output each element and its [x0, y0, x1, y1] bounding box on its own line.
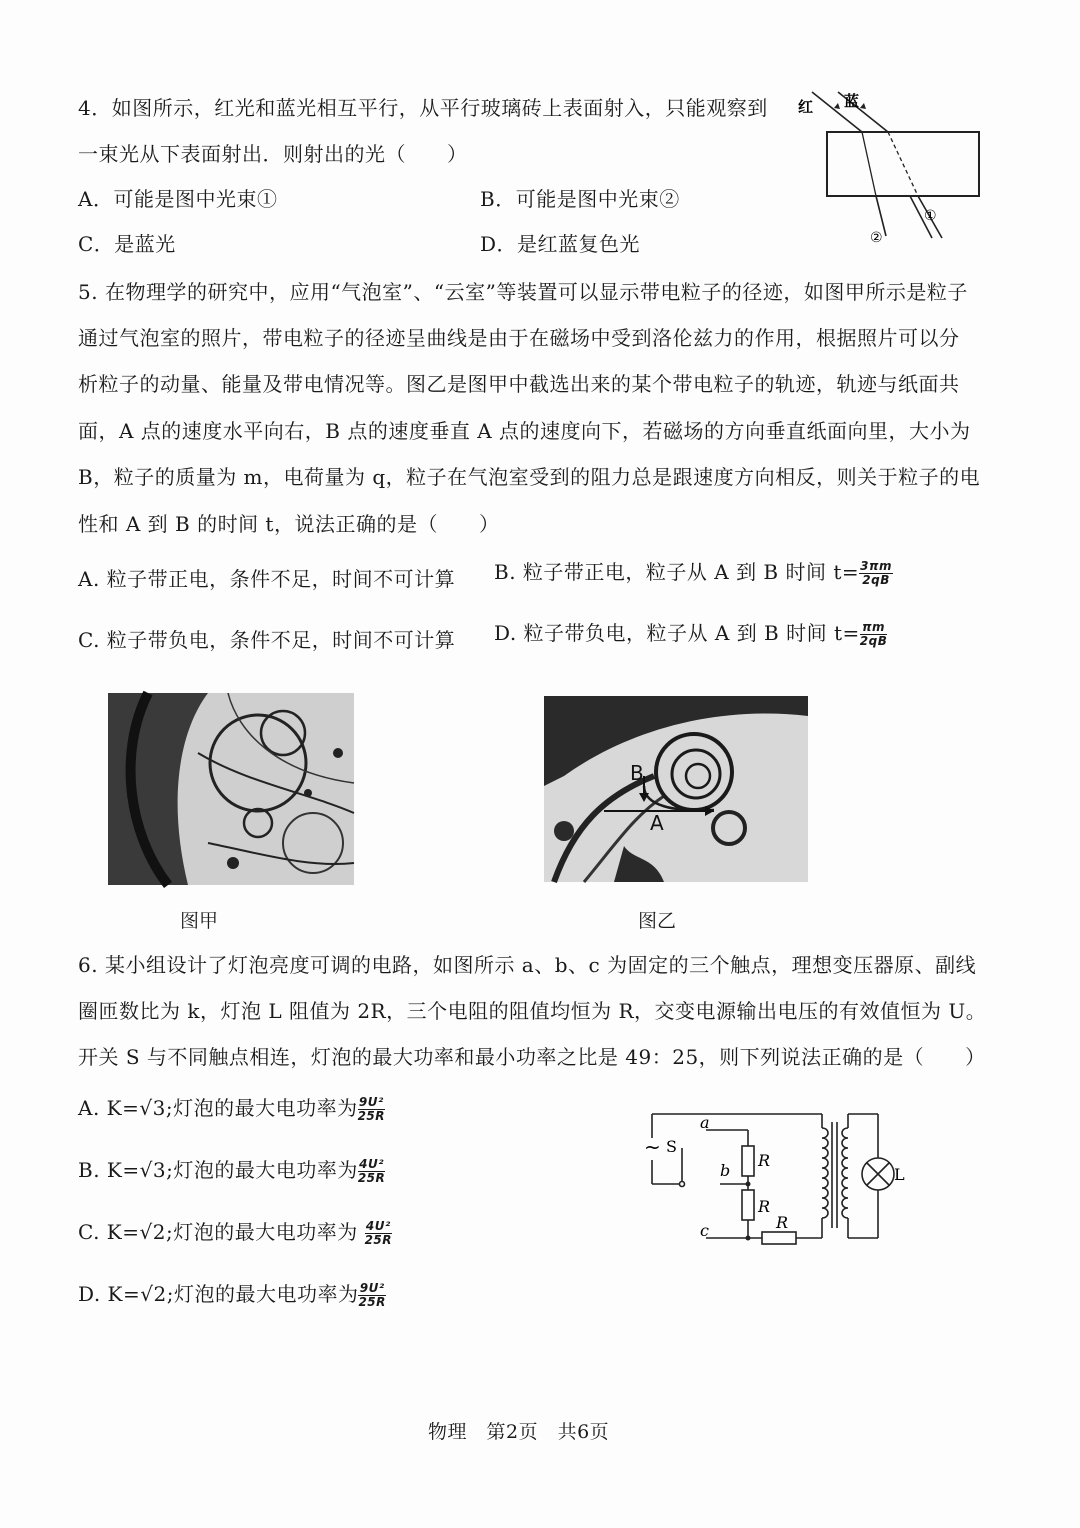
q5-option-b-text: B. 粒子带正电，粒子从 A 到 B 时间 t= — [494, 560, 860, 584]
q5-option-a: A. 粒子带正电，条件不足，时间不可计算 — [78, 567, 456, 591]
q5-fig-b-label-a: A — [650, 811, 664, 835]
q6-stem-line2: 圈匝数比为 k，灯泡 L 阻值为 2R，三个电阻的阻值均恒为 R，交变电源输出电压的有效值恒为 U。 — [78, 999, 987, 1023]
q4-glass-brick-figure — [790, 88, 990, 258]
q6-option-b-denominator: 25R — [357, 1171, 386, 1185]
q6-option-d — [78, 1282, 386, 1309]
q4-option-b: B．可能是图中光束② — [480, 187, 680, 211]
q6-circuit-resistor-3-label: R — [776, 1213, 789, 1232]
q5-option-d — [494, 621, 887, 648]
q6-circuit-lamp-label: L — [894, 1165, 905, 1184]
q5-fig-b-label-b: B — [630, 761, 644, 785]
q6-option-b-numerator: 4U² — [359, 1157, 384, 1171]
q6-option-c-numerator: 4U² — [365, 1219, 391, 1233]
q4-fig-beam2-label: ② — [870, 230, 883, 246]
q6-circuit-resistor-1-label: R — [758, 1151, 771, 1170]
q5-option-c: C. 粒子带负电，条件不足，时间不可计算 — [78, 628, 456, 652]
q6-circuit-contact-c: c — [700, 1221, 709, 1240]
q5-stem-line2: 通过气泡室的照片，带电粒子的径迹呈曲线是由于在磁场中受到洛伦兹力的作用，根据照片可以分 — [78, 326, 960, 350]
q6-option-d-denominator: 25R — [358, 1295, 386, 1309]
q5-stem-line4: 面，A 点的速度水平向右，B 点的速度垂直 A 点的速度向下，若磁场的方向垂直纸面向里，大小为 — [78, 419, 971, 443]
q4-fig-beam1-label: ① — [924, 208, 937, 224]
q5-figure-a-caption: 图甲 — [180, 910, 219, 932]
q6-option-c — [78, 1220, 392, 1247]
q5-option-d-text: D. 粒子带负电，粒子从 A 到 B 时间 t= — [494, 621, 860, 645]
q6-option-a-numerator: 9U² — [358, 1095, 384, 1109]
q5-stem-line3: 析粒子的动量、能量及带电情况等。图乙是图甲中截选出来的某个带电粒子的轨迹，轨迹与纸面共 — [78, 372, 960, 396]
q6-option-c-denominator: 25R — [364, 1233, 393, 1247]
q5-option-b-fraction — [859, 560, 893, 587]
q6-option-c-text: C. K=√2;灯泡的最大电功率为 — [78, 1220, 365, 1244]
q5-option-b-denominator: 2qB — [862, 573, 890, 587]
q6-circuit-diagram — [636, 1108, 916, 1248]
q4-fig-blue-label: 蓝 — [844, 92, 860, 110]
q6-stem-line3: 开关 S 与不同触点相连，灯泡的最大功率和最小功率之比是 49：25，则下列说法正确的是（ ） — [78, 1045, 986, 1069]
q6-option-d-text: D. K=√2;灯泡的最大电功率为 — [78, 1282, 359, 1306]
q6-option-a-text: A. K=√3;灯泡的最大电功率为 — [78, 1096, 358, 1120]
q6-option-d-fraction — [358, 1282, 385, 1309]
q5-bubble-chamber-photo — [108, 693, 354, 885]
q5-option-b — [494, 560, 893, 587]
q5-stem-line6: 性和 A 到 B 的时间 t，说法正确的是（ ） — [78, 512, 500, 536]
q4-option-c: C．是蓝光 — [78, 232, 176, 256]
q4-fig-red-label: 红 — [798, 98, 814, 116]
q6-stem-line1: 6. 某小组设计了灯泡亮度可调的电路，如图所示 a、b、c 为固定的三个触点，理想变压器原、副线 — [78, 953, 977, 977]
q5-option-d-numerator: πm — [860, 621, 888, 635]
q6-circuit-switch-label: S — [666, 1137, 677, 1156]
q6-circuit-source: ~ — [644, 1135, 661, 1159]
q6-option-a-denominator: 25R — [357, 1109, 386, 1123]
q4-stem-line1: 4．如图所示，红光和蓝光相互平行，从平行玻璃砖上表面射入，只能观察到 — [78, 96, 768, 120]
q6-option-b — [78, 1158, 385, 1185]
q6-option-d-numerator: 9U² — [359, 1281, 385, 1295]
q4-stem-line2: 一束光从下表面射出．则射出的光（ ） — [78, 142, 468, 166]
q5-option-d-denominator: 2qB — [859, 634, 888, 648]
q6-circuit-resistor-2-label: R — [758, 1197, 771, 1216]
q6-option-c-fraction — [365, 1220, 392, 1247]
q6-circuit-contact-a: a — [700, 1113, 710, 1132]
q5-stem-line1: 5. 在物理学的研究中，应用“气泡室”、“云室”等装置可以显示带电粒子的径迹，如图甲所示是粒子 — [78, 280, 968, 304]
q5-option-b-numerator: 3πm — [860, 559, 892, 573]
q6-option-a — [78, 1096, 385, 1123]
q5-figure-b-caption: 图乙 — [638, 910, 677, 932]
q4-option-d: D．是红蓝复色光 — [480, 232, 641, 256]
q5-particle-track-photo — [544, 696, 808, 882]
page-footer: 物理 第2页 共6页 — [428, 1421, 610, 1443]
q5-stem-line5: B，粒子的质量为 m，电荷量为 q，粒子在气泡室受到的阻力总是跟速度方向相反，则关于粒子的电 — [78, 465, 981, 489]
q6-circuit-contact-b: b — [720, 1161, 731, 1180]
q6-option-b-fraction — [358, 1158, 385, 1185]
q6-option-a-fraction — [358, 1096, 385, 1123]
q4-option-a: A．可能是图中光束① — [78, 187, 278, 211]
q6-option-b-text: B. K=√3;灯泡的最大电功率为 — [78, 1158, 358, 1182]
q5-option-d-fraction — [860, 621, 888, 648]
